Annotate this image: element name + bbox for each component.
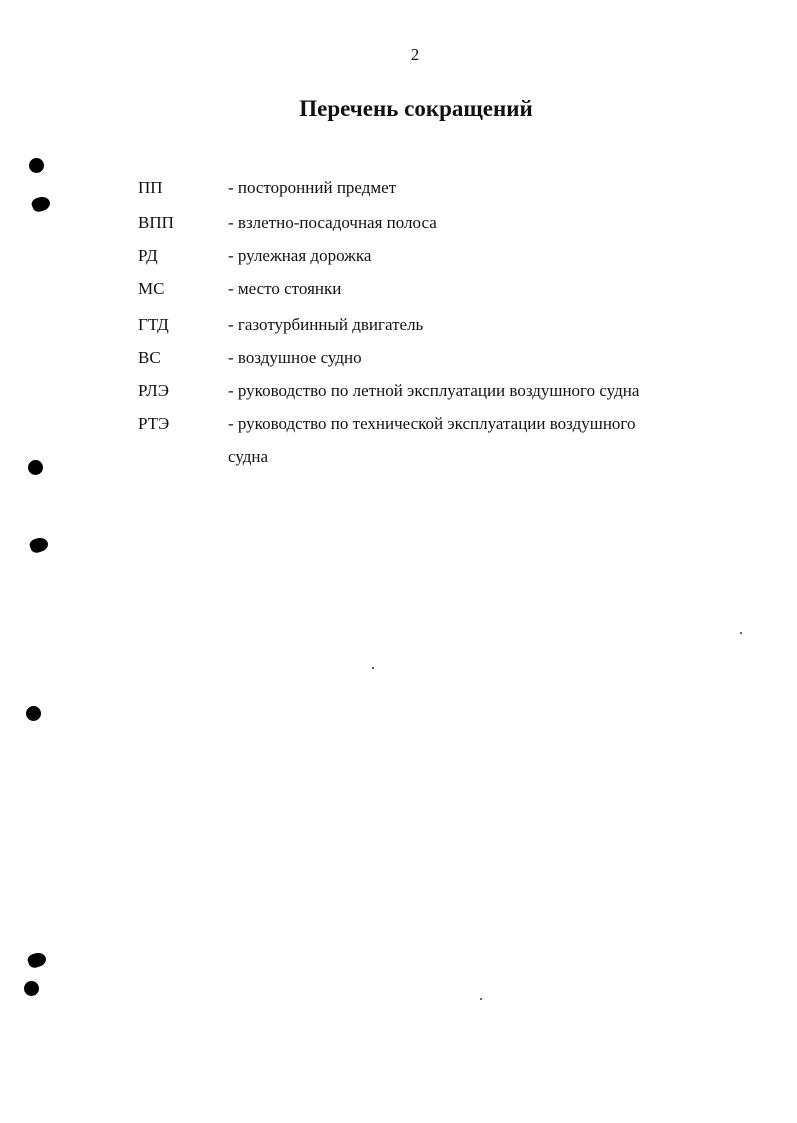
definition: - руководство по летной эксплуатации воздушного судна	[228, 381, 640, 400]
ink-blot	[28, 535, 50, 554]
page-number: 2	[410, 45, 420, 64]
punch-hole	[29, 158, 44, 173]
abbreviation: МС	[138, 279, 165, 298]
punch-hole	[28, 460, 43, 475]
definition: - воздушное судно	[228, 348, 362, 367]
definition: - рулежная дорожка	[228, 246, 372, 265]
abbreviation: РЛЭ	[138, 381, 169, 400]
abbreviation: ГТД	[138, 315, 169, 334]
abbreviation: РТЭ	[138, 414, 170, 433]
definition: - посторонний предмет	[228, 178, 397, 197]
definition: - место стоянки	[228, 279, 342, 298]
punch-hole	[24, 981, 39, 996]
speck	[372, 667, 374, 669]
definition: - взлетно-посадочная полоса	[228, 213, 437, 232]
speck	[740, 632, 742, 634]
abbreviation: ВПП	[138, 213, 174, 232]
punch-hole	[26, 706, 41, 721]
definition: - руководство по технической эксплуатации воздушного	[228, 414, 636, 433]
definition: - газотурбинный двигатель	[228, 315, 424, 334]
page-title: Перечень сокращений	[299, 96, 533, 121]
speck	[480, 998, 482, 1000]
abbreviation: ПП	[138, 178, 163, 197]
ink-blot	[30, 194, 52, 213]
definition-continuation: судна	[228, 447, 269, 466]
abbreviation: ВС	[138, 348, 161, 367]
ink-blot	[26, 950, 48, 969]
abbreviation: РД	[138, 246, 158, 265]
